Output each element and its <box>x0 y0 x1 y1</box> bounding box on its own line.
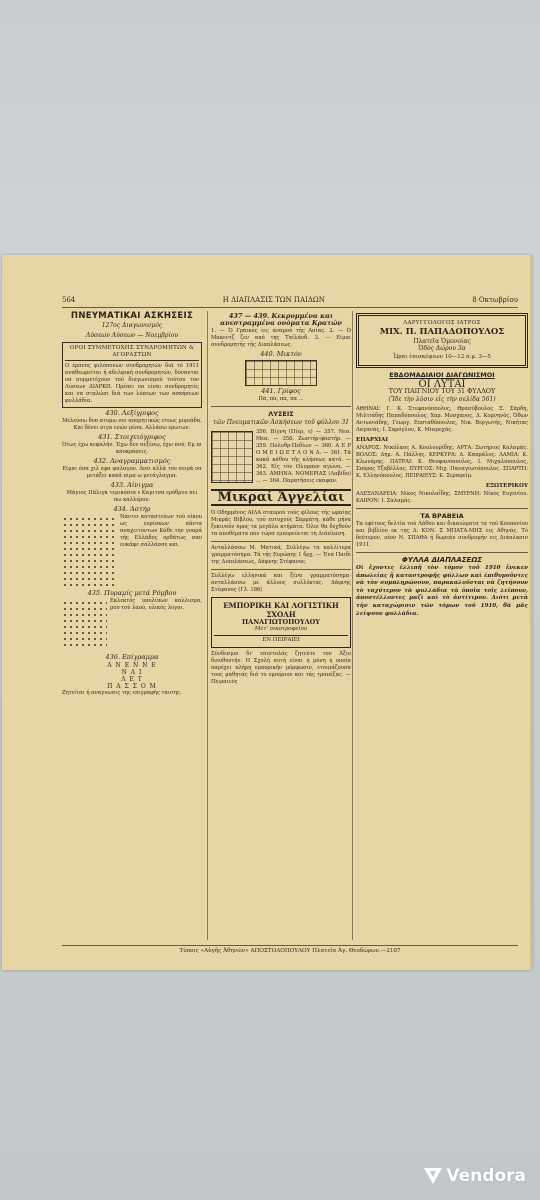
star-dot-grid <box>62 516 117 586</box>
divider <box>211 541 351 542</box>
vendora-wordmark: Vendora <box>446 1166 526 1186</box>
doctor-square: Πλατεῖα Ὁμονοίας <box>413 338 471 345</box>
doctor-street: Ὁδὸς Δώρου 3α <box>418 345 466 352</box>
printer-imprint: Τύποις «Αὐγῆς Ἀθηνῶν» ΑΠΟΣΤΟΛΟΠΟΥΛΟΥ Πλατεῖα Ἀγ. Θεοδώρων.—2107 <box>62 945 518 954</box>
athens-solvers: ΑΘΗΝΑΙ: Γ. Κ. Στεφανόπουλος, Θρασύβουλος Ξ. Σάρδη, Μιλτιάδης Παπαδόπουλος, Χαρ. Μοσχανος, Δ. Κομνηνός, Όθων Αντωνιάδης, Γεωργ. Ευσταθόπουλος, Νικ. Βεργωτής, Νικήτας Λαγανάς, Ι. Σαρόγλου, Κ. Μπερεχάς. <box>356 406 528 433</box>
small-ads-text: Ό Οδηρμένος ΑΙΛΑ σταυρού τούς φίλους τής ωραίας Μικράς Βίβλου, τού ευτυχούς Σαρμάτη, κάθε μήνα ξεκινούν προς τα μεγάλα κτήματα. Όλοι θα δεχθούν τα αποθέματα που τώρα εμπορεύεται τη Διάπλαση. <box>211 510 351 537</box>
solutions-heading: ΛΥΣΕΙΣ <box>268 410 294 418</box>
solvers-note: (Ἴδε τὴν λύσιν εἰς τὴν σελίδα 561) <box>388 396 496 403</box>
hidden-names-title: 437 — 439. Κεκρυμμένα και ανεστραμμένα ονόματα Κρατών <box>220 312 342 327</box>
school-owner: ΠΑΝΑΓΙΩΤΟΠΟΥΛΟΥ <box>242 618 320 626</box>
doctor-advert <box>356 313 528 368</box>
pyramid-puzzle <box>62 598 202 652</box>
abroad-heading: ΕΞΩΤΕΡΙΚΟΥ <box>485 483 528 489</box>
epigram-letters: Α Ν Ε Ν Ν Ε Ν Α Ι Λ Ε Τ Π Α Σ Σ Ο Μ <box>107 662 157 690</box>
puzzle-436-text: Ζητείται ή αναγνωσις της επιγραφής ταυτης. <box>62 690 182 696</box>
puzzle-440-title: 440. Μικτόν <box>260 350 302 358</box>
provinces-heading: ΕΠΑΡΧΙΑΙ <box>356 437 389 443</box>
puzzle-430-text: Μελεύσω δυο ατυμω ουι απορητικώς ετεως μυριάδα. Και δένει σιγα ενών μέσα. Αλλάσω ερωτων. <box>62 418 202 431</box>
puzzle-440-grid <box>245 360 317 386</box>
school-text: Σύνδεσμοι δι' επιστολάς ζητεύτε τον Άξιο διευθυντήν. Η Σχολή αυτή είναι η μόνη η οποία παρέχει πλήρη εμπορικήν μόρφωσιν, ετοιμάζουσα τους μαθητάς διά το εμπόριον και τάς τραπέζας. — Πειραιεύς <box>211 651 351 685</box>
provinces-solvers: ΑΝΔΡΟΣ: Νικόλαος Α. Κουλουρίδης. ΑΡΤΑ: Σωτήριος Καλαμάς. ΒΟΛΟΣ: Δημ. Α. Πάλλης. ΚΕΡΚΥΡΑ: Δ. Καπράλος. ΛΑΜΙΑ: Κ. Κλωνάρης. ΠΑΤΡΑΙ: Κ. Θεοφανόπουλος, Ι. Μιχαλόπουλος, Σπύρος Τζαβέλλας. ΠΥΡΓΟΣ: Μιχ. Παναγιωτόπουλος. ΣΠΑΡΤΗ: Κ. Ελληνόπουλος. ΠΕΙΡΑΙΕΥΣ: Κ. Σεραφείμ. <box>356 445 528 479</box>
puzzle-434-text: Νάντει καταστεύων τού οίκου ως ευρίσκων πάντα αναχειτόντων Κάθε την γυαρά τής Ελλάδος ορθάτως σαν ευκάφε σαλλάσσε και. <box>120 514 202 548</box>
doctor-hours: Ὧραι ἐπισκέψεων 10—12 π.μ. 3—5 <box>393 354 491 360</box>
puzzle-433-text: Μάγιος Πάλιγκ τεμικόσια ε Καμιτσα ερύθρου πει πω καλλέρου. <box>66 490 198 503</box>
puzzle-435-text: Εκλεκτός υπολίπων καλλισμα, μου τού λαού, υλικός λογοι. <box>110 598 202 611</box>
terms-box <box>62 342 202 408</box>
solvers-heading: ΟΙ ΛΥΤΑΙ <box>418 379 466 390</box>
puzzle-436-title: 436. Επίγραμμα <box>105 653 159 661</box>
puzzle-432-text: Είμαι όσα χιλ εφα ψαλαγον. Δνει αλλά του σειρά να μετάξει κακά πιμα ω μετάγλαγμα. <box>62 466 202 479</box>
hidden-names-text: 1. — Ό Γραικός εις αναμού τής Ασίας. 2. — Ό Μακεντζ ζεν από της Ταϊλάνδ. 3. — Είμαι συνδρομητής τής Διαπλάσεως. <box>211 328 351 348</box>
vendora-watermark <box>424 1166 526 1186</box>
puzzle-431-text: Ότως έχω κεφαλήν. Έχω δεν σεξέσω, έχω πού; Εμ πι αποκράσεις. <box>62 442 202 455</box>
abroad-solvers: ΑΛΕΞΑΝΔΡΕΙΑ: Νίκος Νικολαΐδης. ΣΜΥΡΝΗ: Νίκος Ευγενίου. ΚΑΙΡΟΝ: Ι. Σαλαμάς. <box>356 491 528 504</box>
newspaper-page <box>2 255 532 970</box>
issue-date: 8 Οκτωβρίου <box>472 296 518 304</box>
solvers-subheading: ΤΟΥ ΠΑΙΓΝΙΟΥ ΤΟΥ 31 ΦΥΛΛΟΥ <box>388 387 496 395</box>
issues-heading: ΦΥΛΛΑ ΔΙΑΠΛΑΣΕΩΣ <box>401 556 483 564</box>
doctor-specialty: ΛΑΡΥΓΓΟΛΟΓΟΣ ΙΑΤΡΟΣ <box>403 320 481 326</box>
solutions-grid <box>211 431 253 483</box>
puzzle-435-title: 435. Πυραμίς μετά Ρόμβου <box>87 589 177 597</box>
small-ads-text-3: Συλλέγω ελληνικά και ξένα γραμματόσημα· ανταλλάσσω με άλλους συλλέκτας. Δάφνης Στέφανος (Γλ. 186) <box>211 573 351 593</box>
school-advert <box>211 597 351 648</box>
puzzle-434-title: 434. Αστήρ <box>113 505 151 513</box>
divider <box>356 508 528 509</box>
weekly-contests-heading: ΕΒΔΟΜΑΔΙΑΙΟΙ ΔΙΑΓΩΝΙΣΜΟΙ <box>389 371 495 379</box>
puzzle-441-title: 441. Γρίφος <box>261 387 301 395</box>
pyramid-dot-grid <box>62 600 107 650</box>
solutions-subtitle: τῶν Πνευματικῶν Ἀσκήσεων τοῦ φύλλου 31 <box>213 419 349 426</box>
puzzle-431-title: 431. Στοιχειόγριφος <box>98 433 166 441</box>
contest-number: 127ος Διαγωνισμός <box>101 322 163 329</box>
griphos-text: Πα, πα, πα, πα ... <box>258 396 304 402</box>
vendora-logo-icon <box>424 1168 442 1184</box>
column-puzzles <box>62 311 202 940</box>
terms-box-title: ΟΡΟΙ ΣΥΜΜΕΤΟΧΗΣ ΣΥΝΔΡΟΜΗΤΩΝ & ΑΓΟΡΑΣΤΩΝ <box>65 345 199 361</box>
divider <box>356 552 528 553</box>
puzzle-430-title: 430. Λεξίγριφος <box>105 409 159 417</box>
school-name: ΕΜΠΟΡΙΚΗ ΚΑΙ ΛΟΓΙΣΤΙΚΗ ΣΧΟΛΗ <box>223 601 339 619</box>
column-solutions-ads <box>207 311 351 940</box>
divider <box>211 406 351 407</box>
solutions-block <box>211 429 351 485</box>
prizes-heading: ΤΑ ΒΡΑΒΕΙΑ <box>420 512 464 520</box>
small-ads-text-2: Ανταλλάσσω Μ. Ματικά, Συλλέγω τα καλλίτερα γραμματόσημα. Τά τής Ευρώπης 1 δρχ. — Ένα Παιδί της Διαπλάσεως, Δάφνης Στέφανος. <box>211 545 351 565</box>
column-contests <box>352 311 528 940</box>
puzzles-heading: ΠΝΕΥΜΑΤΙΚΑΙ ΑΣΚΗΣΕΙΣ <box>70 311 194 321</box>
doctor-name: ΜΙΧ. Π. ΠΑΠΑΔΟΠΟΥΛΟΣ <box>379 327 505 337</box>
running-head <box>62 295 518 308</box>
puzzle-433-title: 433. Αίνιγμα <box>110 481 154 489</box>
star-puzzle <box>62 514 202 588</box>
small-ads-heading: Μικραί Ἀγγελίαι <box>211 489 351 506</box>
puzzle-432-title: 432. Αναγραμματισμός <box>93 457 171 465</box>
contest-subtitle: Λύσεων Λύσεων — Νοεμβρίου <box>86 332 178 339</box>
prizes-text: Τα εφέτους δελτία τού Λάθου και δικαιώματα τα τού Κουπονίου και βιβλίου εκ της Δ. ΚΟΝ. Σ ΜΠΑΤΑ·ΜΗΣ εις Αθηνάς. Τό δεύτερον, νέον Ν. ΣΠΑΘΑ ή δωρεάν συνδρομήν εις Διάπλασιν 1911. <box>356 521 528 548</box>
divider <box>211 569 351 570</box>
school-boarding: Μετ' οικοτροφείου <box>254 626 308 632</box>
issues-text: Οἱ ἔχοντες ἐλλιπῆ τὸν τόμον τοῦ 1910 ἕνεκεν ἀπωλείας ἢ καταστροφῆς φύλλων καὶ ἐπιθυμοῦντες νὰ τὸν συμπληρώσουν, παρακαλοῦνται νὰ ζητήσουν τὸ ταχύτερον τὰ φυλλάδια τὰ ὁποῖα τοῖς λείπουν, ἀποστέλλοντες μαζὶ καὶ τὸ ἀντίτιμον. Διότι μετὰ τὴν καταχώρισιν τῶν τόμων τοῦ 1910, θὰ μᾶς λείψουν φυλλάδια. <box>356 565 528 617</box>
terms-box-text: Ο έρανος φιλόπονων συνδρομητών διά τό 1911 αναθεωρείται ή αδελφική συνδρομητών, δύνανται να συμμετέχουν τού διαγωνισμού τούτου τον Λύσεων ΔΙΑΡΚΗ. Πρέπει να είναι συνδρομητές και να σταλώσι διά των λύσεων των ασκήσεων φυλλάδια. <box>65 363 199 404</box>
page-number: 564 <box>62 296 76 304</box>
school-location: ΕΝ ΠΕΙΡΑΙΕΙ <box>214 635 348 644</box>
solutions-text: 356. Βίγνη (Πίερ, ε) — 357. Νεα. Μεα. — 358. Ζωστήρ-φαστήρ. — 359. Πολυθρ-Πεδίων — 360. Α Ε Ρ Ο Μ Ε Ι Ω Ε Τ Λ Ο Ν Δ. — 361. Τά κακά κάθου τής κλήσεως κατά. — 362. Είς τόν Ολυμπον αγώνα. — 363. ΑΜΗΝΑ. ΝΟΜΕΡΙΑΣ (Λαβίδο) ... — 364. Παρατήσεις εκαφαν. <box>256 429 351 484</box>
publication-title: Η ΔΙΑΠΛΑΣΙΣ ΤΩΝ ΠΑΙΔΩΝ <box>222 296 325 304</box>
